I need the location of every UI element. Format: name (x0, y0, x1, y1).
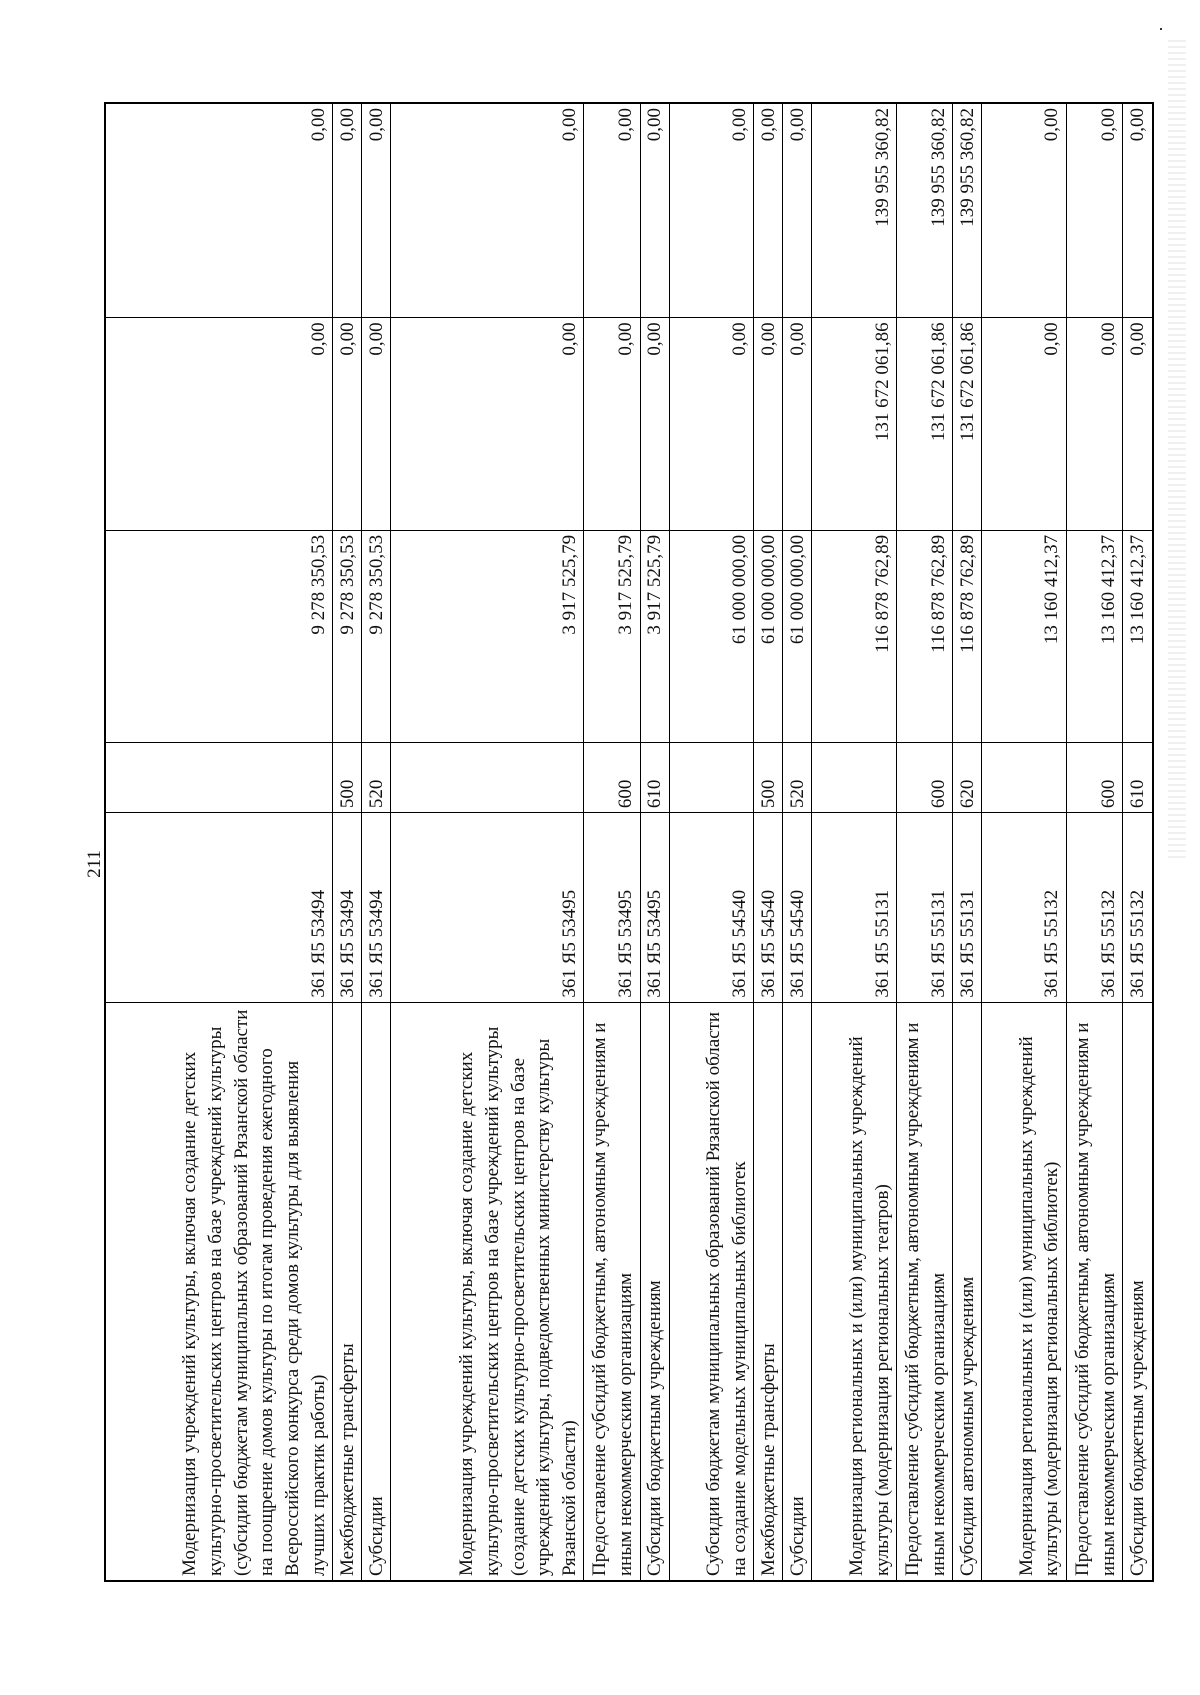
row-expense-type-text: 600 (614, 779, 636, 809)
row-value-3-cell (362, 104, 390, 317)
row-expense-type-cell (641, 742, 669, 812)
row-code-text: 361 Я5 54540 (728, 889, 750, 998)
row-value-3-cell (333, 104, 361, 317)
row-code-cell (1067, 812, 1122, 1002)
row-value-3-cell (670, 104, 754, 317)
row-expense-type-text: 520 (786, 779, 808, 809)
table-row (982, 104, 1067, 1580)
row-name-text: Субсидии (786, 1496, 808, 1576)
row-value-3-text: 0,00 (558, 108, 580, 142)
row-expense-type-cell (333, 742, 361, 812)
row-value-1-text: 9 278 350,53 (365, 534, 387, 635)
row-expense-type-cell (953, 742, 981, 812)
row-code-cell (783, 812, 811, 1002)
table-row (641, 104, 670, 1580)
row-code-text: 361 Я5 55132 (1127, 889, 1149, 998)
row-value-3-text: 0,00 (614, 108, 636, 142)
row-value-2-cell (783, 317, 811, 529)
row-value-2-text: 131 672 061,86 (871, 322, 893, 442)
row-value-3-text: 0,00 (336, 108, 358, 142)
table-row (783, 104, 812, 1580)
row-expense-type-text: 610 (1127, 779, 1149, 809)
row-expense-type-cell (362, 742, 390, 812)
row-value-3-text: 0,00 (365, 108, 387, 142)
row-value-1-text: 61 000 000,00 (786, 534, 808, 645)
row-expense-type-text: 500 (757, 779, 779, 809)
row-value-1-text: 9 278 350,53 (336, 534, 358, 635)
row-value-1-cell (1123, 530, 1152, 742)
row-name-text: Модернизация региональных и (или) муниципальных учреждений культуры (модернизация региональных театров) (845, 1036, 893, 1576)
row-value-2-cell (670, 317, 754, 529)
row-expense-type-cell (106, 742, 332, 812)
row-name-text: Модернизация учреждений культуры, включая создание детских культурно-просветительских центров на базе учреждений культуры (создание детских культурно-просветительских центров на базе учреждений культуры, подведомственных министерству культуры Рязанской области) (456, 1026, 580, 1576)
table-row (333, 104, 362, 1580)
row-value-1-cell (362, 530, 390, 742)
table-row (362, 104, 391, 1580)
row-code-text: 361 Я5 53494 (365, 889, 387, 998)
row-value-2-cell (953, 317, 981, 529)
scan-speck (1160, 28, 1162, 30)
row-expense-type-cell (783, 742, 811, 812)
row-name-cell (897, 1002, 952, 1580)
row-value-1-cell (1067, 530, 1122, 742)
row-code-text: 361 Я5 53495 (643, 889, 665, 998)
table-row (953, 104, 982, 1580)
row-value-1-text: 13 160 412,37 (1097, 534, 1119, 645)
row-value-3-text: 0,00 (757, 108, 779, 142)
row-expense-type-text: 500 (336, 779, 358, 809)
row-code-cell (670, 812, 754, 1002)
row-name-cell (1123, 1002, 1152, 1580)
row-value-1-cell (333, 530, 361, 742)
row-code-text: 361 Я5 55132 (1041, 889, 1063, 998)
row-name-cell (783, 1002, 811, 1580)
row-value-1-text: 3 917 525,79 (558, 534, 580, 635)
row-value-2-cell (754, 317, 782, 529)
row-value-2-text: 0,00 (365, 322, 387, 356)
row-value-3-cell (1067, 104, 1122, 317)
row-code-cell (584, 812, 639, 1002)
row-value-2-cell (584, 317, 639, 529)
row-name-cell (333, 1002, 361, 1580)
row-code-cell (106, 812, 332, 1002)
row-name-cell (953, 1002, 981, 1580)
row-value-3-text: 0,00 (786, 108, 808, 142)
row-value-2-cell (812, 317, 896, 529)
row-value-1-text: 13 160 412,37 (1041, 534, 1063, 645)
row-expense-type-cell (391, 742, 583, 812)
row-value-1-cell (754, 530, 782, 742)
row-name-text: Модернизация учреждений культуры, включая создание детских культурно-просветительских центров на базе учреждений культуры (субсидии бюджетам муниципальных образований Рязанской области на поощрение домов культуры по итогам проведения ежегодного Всероссийского конкурса среди домов культуры для выявления лучших практик работы) (179, 1009, 329, 1576)
table-row (584, 104, 640, 1580)
row-code-cell (1123, 812, 1152, 1002)
row-name-cell (362, 1002, 390, 1580)
row-value-1-text: 116 878 762,89 (927, 534, 949, 653)
row-name-text: Субсидии бюджетам муниципальных образований Рязанской области на создание модельных муниципальных библиотек (703, 1011, 750, 1576)
row-name-text: Субсидии автономным учреждениям (956, 1276, 978, 1576)
row-value-1-text: 3 917 525,79 (614, 534, 636, 635)
row-value-3-cell (584, 104, 639, 317)
row-value-2-cell (362, 317, 390, 529)
row-expense-type-text: 610 (643, 779, 665, 809)
row-value-3-cell (953, 104, 981, 317)
row-expense-type-text: 520 (365, 779, 387, 809)
row-code-text: 361 Я5 55131 (956, 889, 978, 998)
row-value-3-text: 0,00 (307, 108, 329, 142)
table-row (1123, 104, 1152, 1580)
row-code-text: 361 Я5 55131 (927, 889, 949, 998)
row-value-1-text: 3 917 525,79 (643, 534, 665, 635)
row-code-cell (812, 812, 896, 1002)
row-value-2-text: 0,00 (558, 322, 580, 356)
row-name-text: Субсидии бюджетным учреждениям (643, 1280, 665, 1576)
row-value-3-cell (1123, 104, 1152, 317)
row-expense-type-cell (982, 742, 1066, 812)
row-name-cell (391, 1002, 583, 1580)
row-value-2-text: 0,00 (1127, 322, 1149, 356)
row-value-3-cell (783, 104, 811, 317)
row-code-cell (754, 812, 782, 1002)
row-value-1-cell (641, 530, 669, 742)
row-value-1-cell (897, 530, 952, 742)
row-value-2-cell (1067, 317, 1122, 529)
row-value-1-cell (953, 530, 981, 742)
row-expense-type-text: 600 (927, 779, 949, 809)
table-row (754, 104, 783, 1580)
page-number: 211 (84, 850, 105, 878)
table-row (391, 104, 584, 1580)
row-value-2-text: 0,00 (786, 322, 808, 356)
row-name-cell (982, 1002, 1066, 1580)
row-name-text: Субсидии бюджетным учреждениям (1127, 1280, 1149, 1576)
row-value-3-cell (754, 104, 782, 317)
row-code-text: 361 Я5 55132 (1097, 889, 1119, 998)
budget-table (104, 102, 1154, 1582)
row-value-1-text: 61 000 000,00 (757, 534, 779, 645)
row-value-2-text: 131 672 061,86 (927, 322, 949, 442)
row-value-2-text: 0,00 (1041, 322, 1063, 356)
row-value-3-cell (897, 104, 952, 317)
row-name-text: Предоставление субсидий бюджетным, автономным учреждениям и иным некоммерческим организациям (1071, 1022, 1119, 1576)
row-name-cell (670, 1002, 754, 1580)
row-name-text: Предоставление субсидий бюджетным, автономным учреждениям и иным некоммерческим организациям (589, 1022, 636, 1576)
row-code-cell (333, 812, 361, 1002)
row-value-1-text: 116 878 762,89 (956, 534, 978, 653)
table-row (1067, 104, 1123, 1580)
row-value-1-text: 9 278 350,53 (307, 534, 329, 635)
row-code-cell (897, 812, 952, 1002)
row-value-2-text: 0,00 (336, 322, 358, 356)
row-name-text: Межбюджетные трансферты (336, 1343, 358, 1576)
row-value-2-text: 0,00 (307, 322, 329, 356)
row-name-text: Предоставление субсидий бюджетным, автономным учреждениям и иным некоммерческим организациям (901, 1022, 949, 1576)
row-expense-type-cell (812, 742, 896, 812)
row-value-2-cell (333, 317, 361, 529)
row-code-text: 361 Я5 53495 (558, 889, 580, 998)
row-value-1-text: 61 000 000,00 (728, 534, 750, 645)
table-row (812, 104, 897, 1580)
row-code-cell (953, 812, 981, 1002)
row-value-3-cell (982, 104, 1066, 317)
row-value-2-text: 0,00 (643, 322, 665, 356)
row-value-1-cell (106, 530, 332, 742)
row-code-text: 361 Я5 54540 (757, 889, 779, 998)
row-code-cell (362, 812, 390, 1002)
row-value-3-text: 0,00 (643, 108, 665, 142)
row-value-1-cell (670, 530, 754, 742)
row-value-1-cell (584, 530, 639, 742)
row-name-text: Межбюджетные трансферты (757, 1343, 779, 1576)
row-value-1-cell (982, 530, 1066, 742)
row-value-2-text: 0,00 (757, 322, 779, 356)
row-expense-type-cell (897, 742, 952, 812)
row-value-2-cell (982, 317, 1066, 529)
row-expense-type-cell (584, 742, 639, 812)
row-name-cell (106, 1002, 332, 1580)
row-expense-type-text: 600 (1097, 779, 1119, 809)
row-code-cell (982, 812, 1066, 1002)
row-name-cell (812, 1002, 896, 1580)
row-code-text: 361 Я5 55131 (871, 889, 893, 998)
row-expense-type-text: 620 (956, 779, 978, 809)
row-value-1-cell (812, 530, 896, 742)
table-row (670, 104, 755, 1580)
row-value-3-text: 139 955 360,82 (956, 108, 978, 227)
row-code-text: 361 Я5 53495 (614, 889, 636, 998)
row-expense-type-cell (754, 742, 782, 812)
row-name-text: Субсидии (365, 1496, 387, 1576)
row-value-2-text: 0,00 (614, 322, 636, 356)
row-value-1-cell (783, 530, 811, 742)
row-value-3-text: 139 955 360,82 (871, 108, 893, 227)
row-name-text: Модернизация региональных и (или) муниципальных учреждений культуры (модернизация региональных библиотек) (1015, 1036, 1063, 1576)
row-code-cell (391, 812, 583, 1002)
row-value-2-cell (641, 317, 669, 529)
row-value-2-cell (106, 317, 332, 529)
row-value-2-cell (897, 317, 952, 529)
row-name-cell (1067, 1002, 1122, 1580)
row-value-3-text: 0,00 (728, 108, 750, 142)
row-value-2-text: 131 672 061,86 (956, 322, 978, 442)
row-value-2-text: 0,00 (1097, 322, 1119, 356)
row-expense-type-cell (1123, 742, 1152, 812)
row-value-3-text: 0,00 (1097, 108, 1119, 142)
row-code-text: 361 Я5 54540 (786, 889, 808, 998)
row-expense-type-cell (1067, 742, 1122, 812)
table-row (106, 104, 333, 1580)
row-name-cell (641, 1002, 669, 1580)
row-value-3-text: 0,00 (1041, 108, 1063, 142)
row-value-3-text: 139 955 360,82 (927, 108, 949, 227)
row-value-3-cell (812, 104, 896, 317)
row-value-1-text: 13 160 412,37 (1127, 534, 1149, 645)
row-name-cell (584, 1002, 639, 1580)
row-value-3-cell (641, 104, 669, 317)
row-value-3-text: 0,00 (1127, 108, 1149, 142)
table-row (897, 104, 953, 1580)
row-value-3-cell (391, 104, 583, 317)
row-code-text: 361 Я5 53494 (336, 889, 358, 998)
row-value-2-cell (1123, 317, 1152, 529)
row-expense-type-cell (670, 742, 754, 812)
row-value-3-cell (106, 104, 332, 317)
scan-margin-noise (1168, 40, 1186, 860)
row-value-2-cell (391, 317, 583, 529)
row-value-1-text: 116 878 762,89 (871, 534, 893, 653)
row-value-2-text: 0,00 (728, 322, 750, 356)
row-name-cell (754, 1002, 782, 1580)
row-code-text: 361 Я5 53494 (307, 889, 329, 998)
row-code-cell (641, 812, 669, 1002)
row-value-1-cell (391, 530, 583, 742)
